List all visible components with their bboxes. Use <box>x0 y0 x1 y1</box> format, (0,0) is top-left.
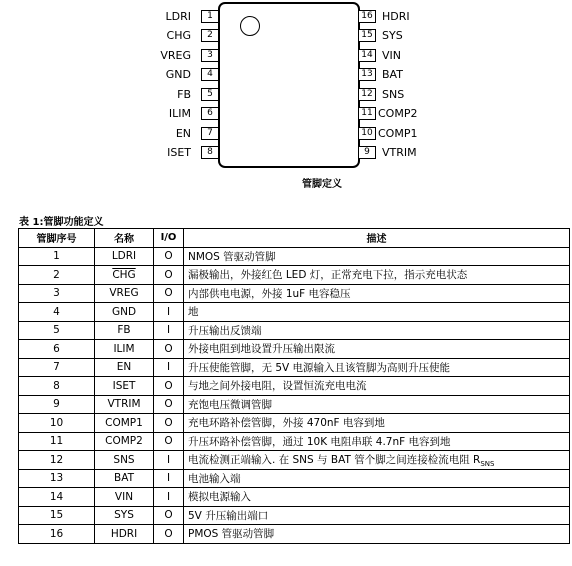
table-row <box>19 377 570 396</box>
pin-box-left-3: 3 <box>201 49 219 62</box>
pin-description: NMOS 管驱动管脚 <box>184 247 570 266</box>
pin-name: COMP1 <box>95 414 154 433</box>
pin-number: 9 <box>19 395 95 414</box>
pin-box-left-6: 6 <box>201 107 219 120</box>
pin-name: FB <box>95 321 154 340</box>
pin-io: O <box>154 377 184 396</box>
pin-box-right-15: 15 <box>358 29 376 42</box>
pin-name: EN <box>95 358 154 377</box>
pin-label-right-16: HDRI <box>382 10 410 23</box>
pin-label-left-3: VREG <box>160 49 191 62</box>
pin-number: 2 <box>19 266 95 285</box>
pin-box-right-9: 9 <box>358 146 376 159</box>
pin-io: O <box>154 247 184 266</box>
pin-number: 11 <box>19 432 95 451</box>
pin-label-left-7: EN <box>175 127 191 140</box>
pin-label-right-11: COMP2 <box>378 107 418 120</box>
pin-description: 5V 升压输出端口 <box>184 506 570 525</box>
pin-box-right-13: 13 <box>358 68 376 81</box>
table-header-row <box>19 229 570 248</box>
pin-io: O <box>154 395 184 414</box>
pin-description-subscript: SNS <box>480 459 495 468</box>
pin-label-left-2: CHG <box>166 29 191 42</box>
pin-description: 电池输入端 <box>184 469 570 488</box>
pin-number: 13 <box>19 469 95 488</box>
pin-name: VIN <box>95 488 154 507</box>
header-description: 描述 <box>184 229 570 248</box>
pin-box-left-7: 7 <box>201 127 219 140</box>
table-row <box>19 358 570 377</box>
table-row <box>19 488 570 507</box>
table-row <box>19 321 570 340</box>
pin-name: GND <box>95 303 154 322</box>
pin-io: O <box>154 414 184 433</box>
pin-box-right-14: 14 <box>358 49 376 62</box>
header-name: 名称 <box>95 229 154 248</box>
pin-description: 升压环路补偿管脚，通过 10K 电阻串联 4.7nF 电容到地 <box>184 432 570 451</box>
pin-number: 8 <box>19 377 95 396</box>
pin-box-left-8: 8 <box>201 146 219 159</box>
pin-io: I <box>154 469 184 488</box>
pin-io: O <box>154 266 184 285</box>
table-row <box>19 266 570 285</box>
pin-name: HDRI <box>95 525 154 544</box>
pin-description: PMOS 管驱动管脚 <box>184 525 570 544</box>
pin-number: 6 <box>19 340 95 359</box>
pin-description: 外接电阻到地设置升压输出限流 <box>184 340 570 359</box>
pin-description: 升压使能管脚，无 5V 电源输入且该管脚为高则升压使能 <box>184 358 570 377</box>
table-row <box>19 469 570 488</box>
pin-description: 模拟电源输入 <box>184 488 570 507</box>
pin-name: COMP2 <box>95 432 154 451</box>
table-row <box>19 395 570 414</box>
pin1-marker-icon <box>240 16 260 36</box>
pin-box-right-16: 16 <box>358 10 376 23</box>
pin-name: VREG <box>95 284 154 303</box>
pin-box-left-5: 5 <box>201 88 219 101</box>
pin-name <box>95 266 154 285</box>
pin-description: 充电环路补偿管脚，外接 470nF 电容到地 <box>184 414 570 433</box>
pin-label-right-9: VTRIM <box>382 146 417 159</box>
pin-name: LDRI <box>95 247 154 266</box>
pin-name: ISET <box>95 377 154 396</box>
pin-number: 4 <box>19 303 95 322</box>
pin-name: VTRIM <box>95 395 154 414</box>
table-row <box>19 284 570 303</box>
pin-number: 14 <box>19 488 95 507</box>
header-io: I/O <box>154 229 184 248</box>
pin-description: 升压输出反馈端 <box>184 321 570 340</box>
pin-description: 内部供电电源，外接 1uF 电容稳压 <box>184 284 570 303</box>
table-row <box>19 432 570 451</box>
pin-name: BAT <box>95 469 154 488</box>
pin-box-right-11: 11 <box>358 107 376 120</box>
table-row <box>19 414 570 433</box>
table-caption: 表 1:管脚功能定义 <box>19 217 104 228</box>
pin-io: I <box>154 321 184 340</box>
pin-io: O <box>154 525 184 544</box>
pin-label-right-12: SNS <box>382 88 405 101</box>
pin-number: 15 <box>19 506 95 525</box>
pin-name: SYS <box>95 506 154 525</box>
header-pin-number: 管脚序号 <box>19 229 95 248</box>
diagram-caption: 管脚定义 <box>302 179 342 190</box>
pin-label-left-5: FB <box>177 88 191 101</box>
pin-number: 5 <box>19 321 95 340</box>
pin-number: 12 <box>19 451 95 470</box>
pin-label-right-14: VIN <box>382 49 401 62</box>
pin-io: I <box>154 451 184 470</box>
pin-label-left-8: ISET <box>167 146 191 159</box>
pin-io: O <box>154 432 184 451</box>
pin-io: I <box>154 358 184 377</box>
pin-description: 地 <box>184 303 570 322</box>
table-row <box>19 451 570 470</box>
pin-description <box>184 451 570 470</box>
pin-name: SNS <box>95 451 154 470</box>
pin-number: 7 <box>19 358 95 377</box>
pin-description-text: 电流检测正端输入. 在 SNS 与 BAT 管个脚之间连接检流电阻 R <box>188 453 481 466</box>
table-row <box>19 340 570 359</box>
pin-number: 16 <box>19 525 95 544</box>
pin-name: ILIM <box>95 340 154 359</box>
pin-description: 漏极输出，外接红色 LED 灯，正常充电下拉，指示充电状态 <box>184 266 570 285</box>
pin-number: 10 <box>19 414 95 433</box>
pin-description: 充饱电压微调管脚 <box>184 395 570 414</box>
pin-io: I <box>154 488 184 507</box>
pin-box-left-4: 4 <box>201 68 219 81</box>
table-row <box>19 247 570 266</box>
pin-label-right-10: COMP1 <box>378 127 418 140</box>
pin-label-left-1: LDRI <box>165 10 191 23</box>
pin-io: I <box>154 303 184 322</box>
pin-box-left-2: 2 <box>201 29 219 42</box>
pin-box-left-1: 1 <box>201 10 219 23</box>
table-row <box>19 303 570 322</box>
pin-box-right-12: 12 <box>358 88 376 101</box>
pin-function-table <box>18 228 570 544</box>
pin-number: 3 <box>19 284 95 303</box>
table-row <box>19 506 570 525</box>
pin-label-left-4: GND <box>165 68 191 81</box>
pin-io: O <box>154 340 184 359</box>
table-row <box>19 525 570 544</box>
pin-number: 1 <box>19 247 95 266</box>
pin-label-right-15: SYS <box>382 29 403 42</box>
pin-name-text: $\overline{CHG}$ <box>112 268 136 281</box>
chip-package <box>218 2 360 168</box>
pin-description: 与地之间外接电阻，设置恒流充电电流 <box>184 377 570 396</box>
pin-io: O <box>154 284 184 303</box>
pin-box-right-10: 10 <box>358 127 376 140</box>
pin-io: O <box>154 506 184 525</box>
pin-label-left-6: ILIM <box>168 107 191 120</box>
pin-label-right-13: BAT <box>382 68 403 81</box>
